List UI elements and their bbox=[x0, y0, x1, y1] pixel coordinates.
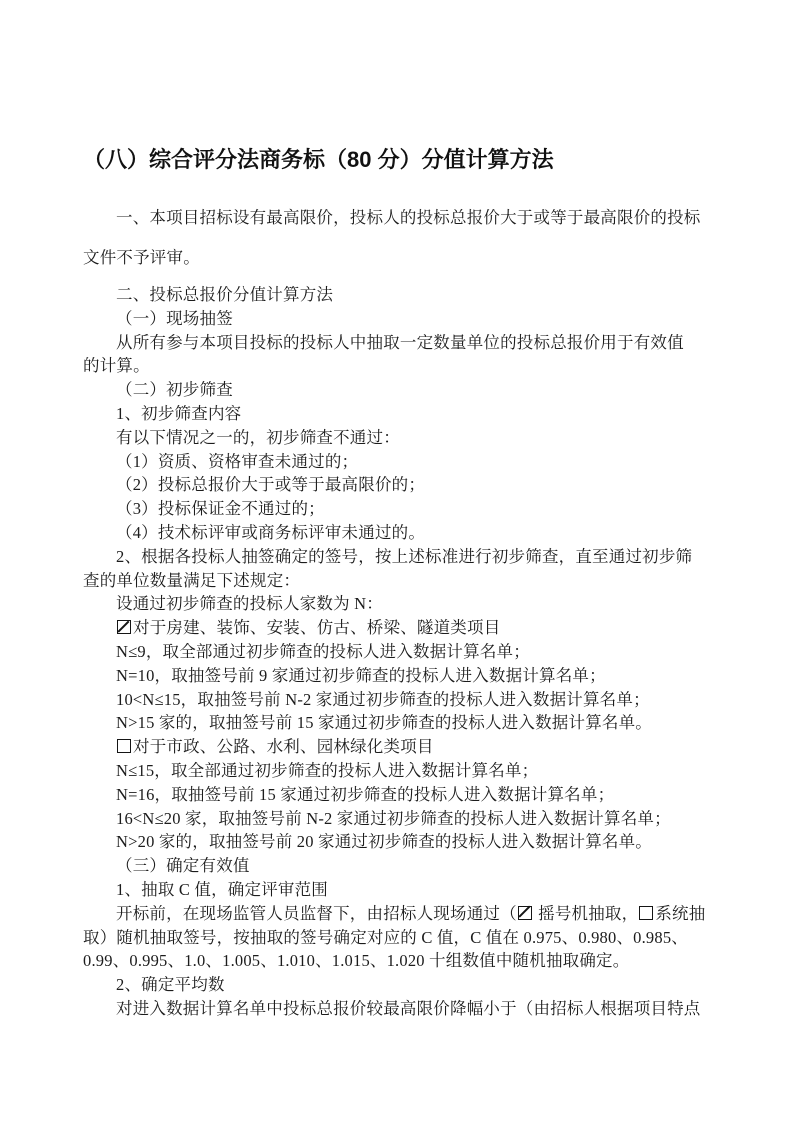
text-line: N≤15，取全部通过初步筛查的投标人进入数据计算名单； bbox=[116, 760, 539, 780]
text-line: （4）技术标评审或商务标评审未通过的。 bbox=[116, 522, 426, 542]
check-slash bbox=[518, 906, 530, 918]
text-line: 的计算。 bbox=[83, 356, 150, 376]
text-line: （一）现场抽签 bbox=[116, 308, 233, 328]
text-line: 二、投标总报价分值计算方法 bbox=[116, 285, 334, 304]
text-line: 对于房建、装饰、安装、仿古、桥梁、隧道类项目 bbox=[83, 616, 711, 640]
text-line: 10<N≤15，取抽签号前 N-2 家通过初步筛查的投标人进入数据计算名单； bbox=[116, 689, 650, 709]
text-line: 对于市政、公路、水利、园林绿化类项目 bbox=[83, 735, 711, 759]
text-line: 设通过初步筛查的投标人家数为 N： bbox=[116, 594, 383, 614]
text-line: 文件不予评审。 bbox=[83, 247, 200, 267]
text-line: N=10，取抽签号前 9 家通过初步筛查的投标人进入数据计算名单； bbox=[116, 665, 606, 685]
body-text bbox=[83, 283, 711, 1021]
text-line: （二）初步筛查 bbox=[116, 380, 233, 400]
checked-checkbox-icon bbox=[117, 620, 131, 634]
page-title: （八）综合评分法商务标（80 分）分值计算方法 bbox=[83, 147, 554, 172]
text-line: （2）投标总报价大于或等于最高限价的； bbox=[116, 475, 426, 495]
text-line: 0.99、0.995、1.0、1.005、1.010、1.015、1.020 十组数值中随机抽取确定。 bbox=[83, 951, 630, 971]
text-line: （三）确定有效值 bbox=[116, 856, 250, 876]
text-line: （1）资质、资格审查未通过的； bbox=[116, 451, 359, 471]
text-line: N=16，取抽签号前 15 家通过初步筛查的投标人进入数据计算名单； bbox=[116, 784, 615, 804]
text-line: 1、抽取 C 值，确定评审范围 bbox=[116, 879, 329, 899]
text-line: 1、初步筛查内容 bbox=[116, 403, 242, 423]
text-line: 2、确定平均数 bbox=[116, 975, 225, 995]
unchecked-checkbox-icon bbox=[117, 739, 131, 753]
text-line: 从所有参与本项目投标的投标人中抽取一定数量单位的投标总报价用于有效值 bbox=[116, 332, 684, 352]
text-line: 查的单位数量满足下述规定： bbox=[83, 570, 301, 590]
text-line: （3）投标保证金不通过的； bbox=[116, 499, 325, 519]
text-line: 对进入数据计算名单中投标总报价较最高限价降幅小于（由招标人根据项目特点 bbox=[116, 998, 701, 1018]
text-line: N≤9，取全部通过初步筛查的投标人进入数据计算名单； bbox=[116, 641, 530, 661]
unchecked-checkbox-icon bbox=[639, 906, 653, 920]
checked-checkbox-icon bbox=[518, 906, 532, 920]
text-line: 一、本项目招标设有最高限价，投标人的投标总报价大于或等于最高限价的投标 bbox=[116, 208, 701, 227]
text-line: 取）随机抽取签号，按抽取的签号确定对应的 C 值，C 值在 0.975、0.980、0.985、 bbox=[83, 927, 688, 947]
text-line: N>20 家的，取抽签号前 20 家通过初步筛查的投标人进入数据计算名单。 bbox=[116, 832, 652, 852]
check-slash bbox=[117, 620, 129, 632]
text-line: 有以下情况之一的，初步筛查不通过： bbox=[116, 427, 400, 447]
intro-paragraph bbox=[83, 198, 711, 277]
text-line: 16<N≤20 家，取抽签号前 N-2 家通过初步筛查的投标人进入数据计算名单； bbox=[116, 808, 671, 828]
text-line: 2、根据各投标人抽签确定的签号，按上述标准进行初步筛查，直至通过初步筛 bbox=[116, 546, 693, 566]
text-line: 开标前，在现场监管人员监督下，由招标人现场通过（ 摇号机抽取， 系统抽 bbox=[116, 903, 706, 923]
text-line: N>15 家的，取抽签号前 15 家通过初步筛查的投标人进入数据计算名单。 bbox=[116, 713, 652, 733]
